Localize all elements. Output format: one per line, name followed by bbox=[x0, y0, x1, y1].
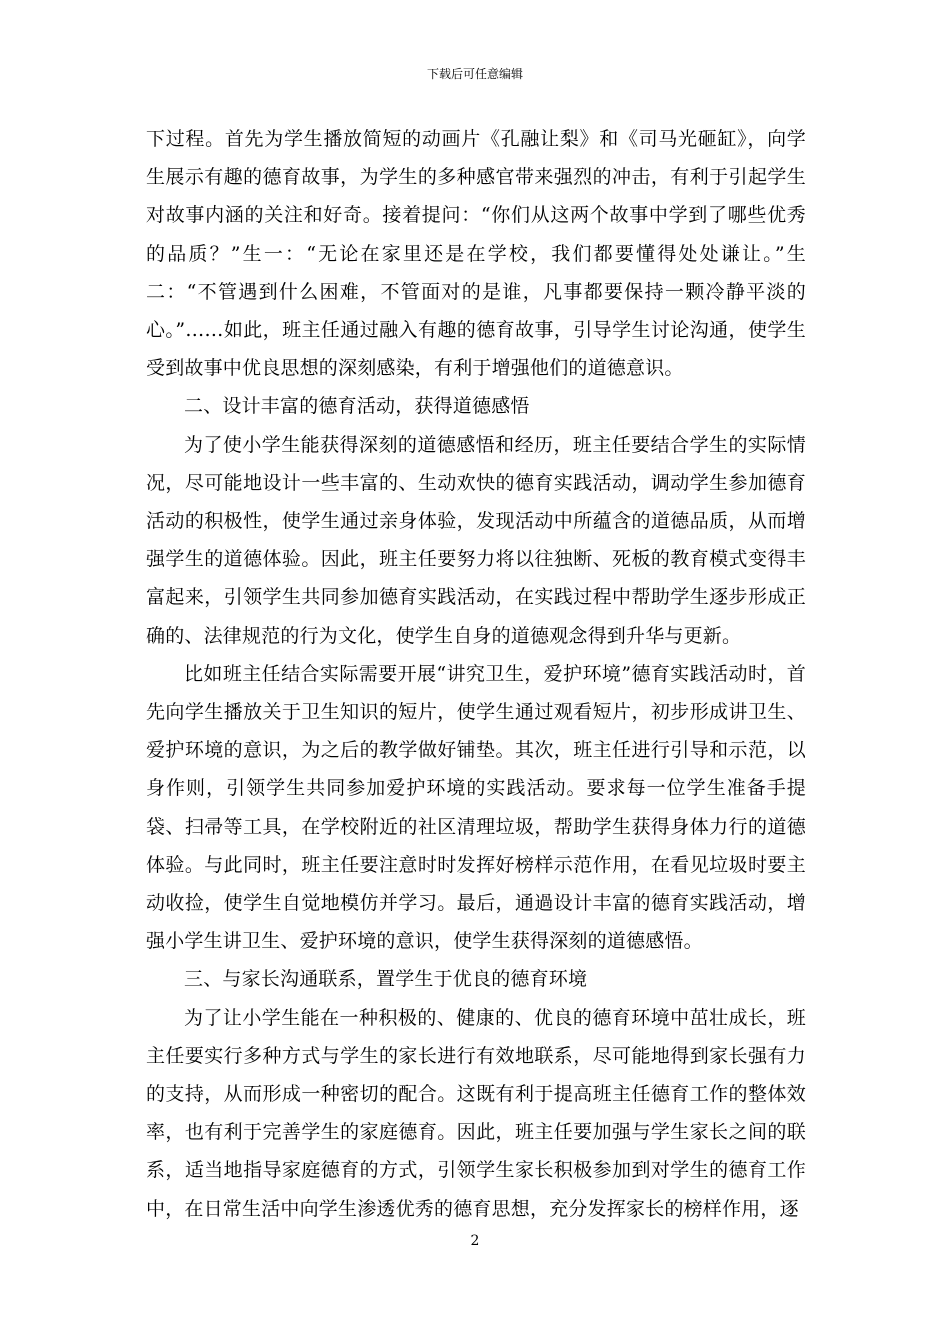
paragraph-example: 比如班主任结合实际需要开展“讲究卫生，爱护环境”德育实践活动时，首先向学生播放关于卫生知识的短片，使学生通过观看短片，初步形成讲卫生、爱护环境的意识，为之后的教学做好铺垫。其次，班主任进行引导和示范，以身作则，引领学生共同参加爱护环境的实践活动。要求每一位学生准备手提袋、扫帚等工具，在学校附近的社区清理垃圾，帮助学生获得身体力行的道德体验。与此同时，班主任要注意时时发挥好榜样示范作用，在看见垃圾时要主动收捡，使学生自觉地模仿并学习。最后，通過设计丰富的德育实践活动，增强小学生讲卫生、爱护环境的意识，使学生获得深刻的道德感悟。 bbox=[146, 662, 806, 953]
paragraph-continuation: 下过程。首先为学生播放简短的动画片《孔融让梨》和《司马光砸缸》，向学生展示有趣的德育故事，为学生的多种感官带来强烈的冲击，有利于引起学生对故事内涵的关注和好奇。接着提问：“你们从这两个故事中学到了哪些优秀的品质？”生一：“无论在家里还是在学校，我们都要懂得处处谦让。”生二：“不管遇到什么困难，不管面对的是谁，凡事都要保持一颗冷静平淡的心。”……如此，班主任通过融入有趣的德育故事，引导学生讨论沟通，使学生受到故事中优良思想的深刻感染，有利于增强他们的道德意识。 bbox=[146, 128, 806, 380]
section-heading-3: 三、与家长沟通联系，置学生于优良的德育环境 bbox=[184, 968, 588, 991]
paragraph-activities: 为了使小学生能获得深刻的道德感悟和经历，班主任要结合学生的实际情况，尽可能地设计一些丰富的、生动欢快的德育实践活动，调动学生参加德育活动的积极性，使学生通过亲身体验，发现活动中所蕴含的道德品质，从而增强学生的道德体验。因此，班主任要努力将以往独断、死板的教育模式变得丰富起来，引领学生共同参加德育实践活动，在实践过程中帮助学生逐步形成正确的、法律规范的行为文化，使学生自身的道德观念得到升华与更新。 bbox=[146, 433, 806, 647]
paragraph-parents: 为了让小学生能在一种积极的、健康的、优良的德育环境中茁壮成长，班主任要实行多种方式与学生的家长进行有效地联系，尽可能地得到家长强有力的支持，从而形成一种密切的配合。这既有利于提高班主任德育工作的整体效率，也有利于完善学生的家庭德育。因此，班主任要加强与学生家长之间的联系，适当地指导家庭德育的方式，引领学生家长积极参加到对学生的德育工作中，在日常生活中向学生渗透优秀的德育思想，充分发挥家长的榜样作用，逐 bbox=[146, 1006, 806, 1220]
document-body bbox=[146, 120, 806, 1228]
section-heading-2: 二、设计丰富的德育活动，获得道德感悟 bbox=[184, 395, 530, 418]
page-number: 2 bbox=[470, 1233, 480, 1249]
page-header: 下载后可任意编辑 bbox=[426, 67, 523, 81]
